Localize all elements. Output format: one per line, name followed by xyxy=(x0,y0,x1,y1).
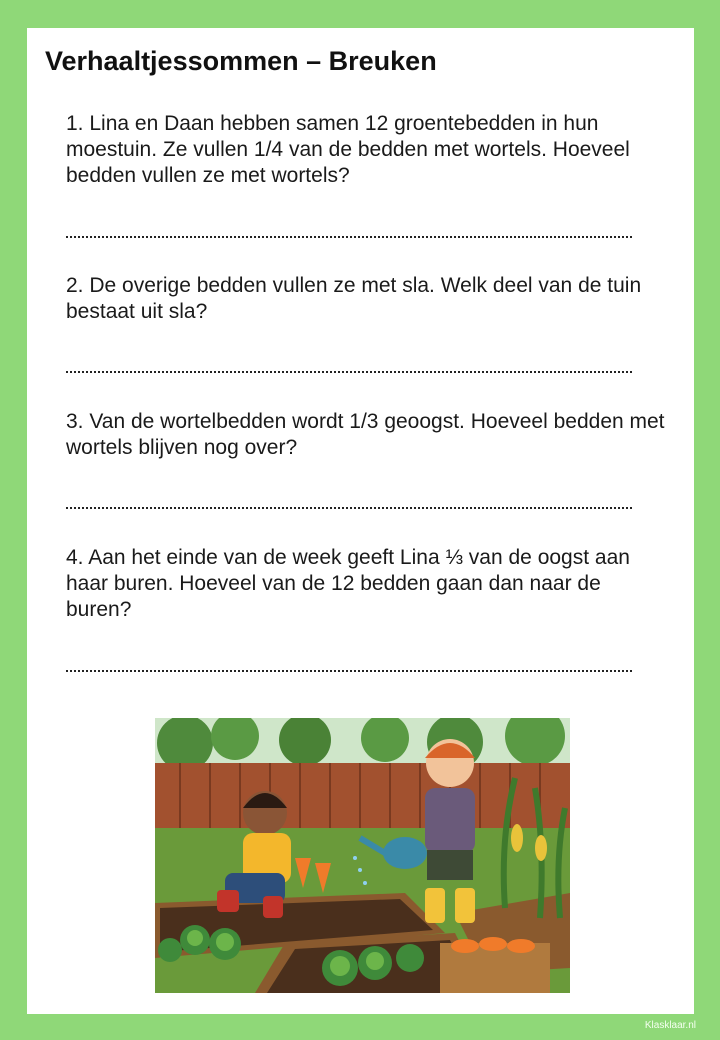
answer-line-4[interactable] xyxy=(66,670,632,672)
answer-line-2[interactable] xyxy=(66,371,632,373)
page-title: Verhaaltjessommen – Breuken xyxy=(45,46,437,76)
question-3: 3. Van de wortelbedden wordt 1/3 geoogst. Hoeveel bedden met wortels blijven nog over? xyxy=(66,410,665,459)
brand-watermark: Klasklaar.nl xyxy=(644,1020,696,1031)
question-1: 1. Lina en Daan hebben samen 12 groentebedden in hun moestuin. Ze vullen 1/4 van de bedden met wortels. Hoeveel bedden vullen ze met wortels? xyxy=(66,112,630,187)
answer-line-3[interactable] xyxy=(66,507,632,509)
garden-scene-image xyxy=(155,718,570,993)
question-2: 2. De overige bedden vullen ze met sla. Welk deel van de tuin bestaat uit sla? xyxy=(66,274,642,323)
answer-line-1[interactable] xyxy=(66,236,632,238)
worksheet-page xyxy=(27,28,694,1014)
garden-illustration xyxy=(155,718,570,993)
question-4: 4. Aan het einde van de week geeft Lina ⅓ van de oogst aan haar buren. Hoeveel van de 12 bedden gaan dan naar de buren? xyxy=(66,546,630,621)
